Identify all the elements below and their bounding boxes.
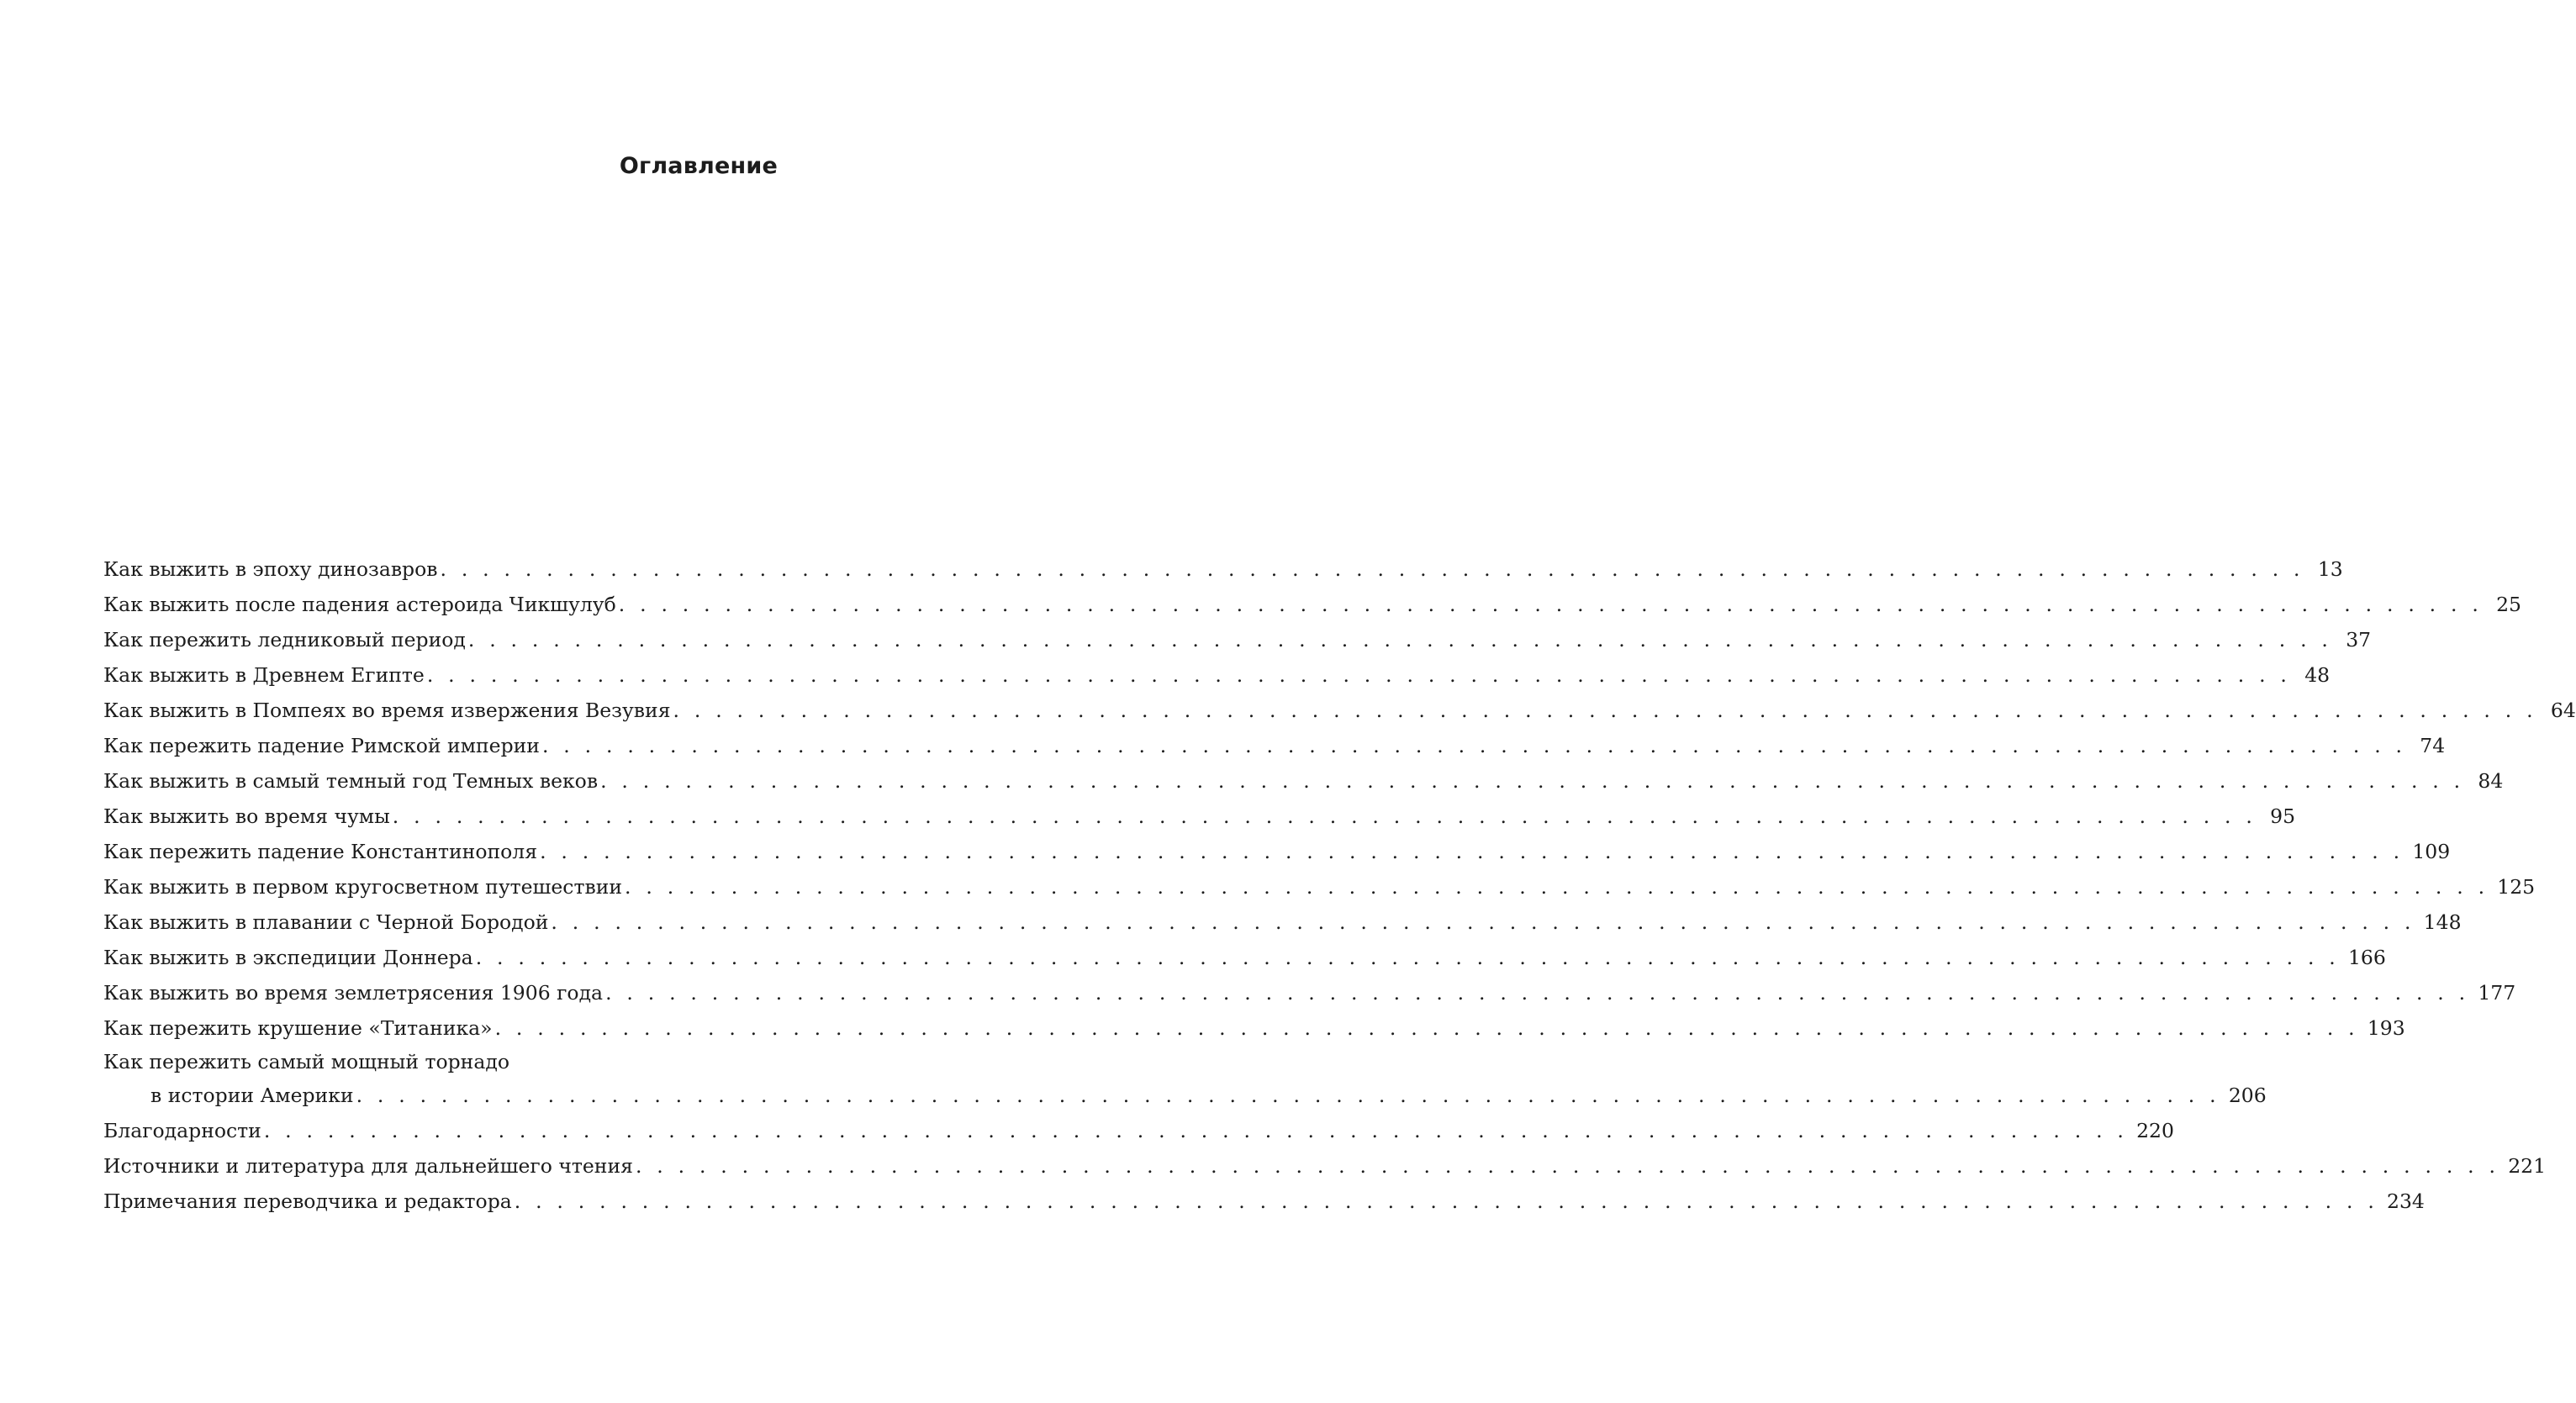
toc-entry — [103, 975, 2516, 1010]
toc-entry — [103, 587, 2522, 622]
dot-leader: . . . . . . . . . . . . . . . . . . . . . . . . . . . . . . . . . . . . . . . . . . . . . . . . . . . . . . . . . . . . . . . . . . . . . . . . . . . . . . . . . . . . . . . . — [426, 663, 2292, 687]
toc-entry-title: Как пережить ледниковый период — [103, 628, 466, 651]
dot-leader: . . . . . . . . . . . . . . . . . . . . . . . . . . . . . . . . . . . . . . . . . . . . . . . . . . . . . . . . . . . . . . . . . . . . . . . . . . . . . . . . . . . . . . . . — [618, 593, 2484, 616]
toc-entry — [103, 834, 2451, 869]
toc-entry — [103, 869, 2536, 905]
table-of-contents — [103, 551, 2576, 1219]
toc-entry-title: Как выжить в Помпеях во время извержения Везувия — [103, 699, 671, 722]
toc-entry-page: 109 — [2412, 840, 2451, 863]
dot-leader: . . . . . . . . . . . . . . . . . . . . . . . . . . . . . . . . . . . . . . . . . . . . . . . . . . . . . . . . . . . . . . . . . . . . . . . . . . . . . . . . . . . . . . . . — [673, 699, 2537, 722]
toc-entry-title: Как выжить во время землетрясения 1906 года — [103, 981, 604, 1005]
toc-entry — [103, 657, 2331, 693]
dot-leader: . . . . . . . . . . . . . . . . . . . . . . . . . . . . . . . . . . . . . . . . . . . . . . . . . . . . . . . . . . . . . . . . . . . . . . . . . . . . . . . . . . . . . . . . — [475, 946, 2340, 969]
toc-entry — [103, 1010, 2405, 1046]
toc-entry-page: 25 — [2496, 593, 2522, 616]
toc-entry-page: 193 — [2367, 1016, 2405, 1040]
toc-entry — [103, 622, 2372, 657]
dot-leader: . . . . . . . . . . . . . . . . . . . . . . . . . . . . . . . . . . . . . . . . . . . . . . . . . . . . . . . . . . . . . . . . . . . . . . . . . . . . . . . . . . . . . . . . — [263, 1119, 2129, 1142]
toc-entry-title: Как пережить падение Римской империи — [103, 734, 540, 757]
toc-entry-title: Как выжить в экспедиции Доннера — [103, 946, 473, 969]
toc-entry-page: 84 — [2478, 769, 2504, 793]
toc-entry — [103, 693, 2576, 728]
toc-entry — [103, 940, 2386, 975]
toc-entry-title: Как выжить в самый темный год Темных веков — [103, 769, 599, 793]
toc-entry-page: 206 — [2228, 1084, 2267, 1107]
dot-leader: . . . . . . . . . . . . . . . . . . . . . . . . . . . . . . . . . . . . . . . . . . . . . . . . . . . . . . . . . . . . . . . . . . . . . . . . . . . . . . . . . . . . . . . . — [635, 1154, 2500, 1178]
toc-entry — [103, 905, 2462, 940]
dot-leader: . . . . . . . . . . . . . . . . . . . . . . . . . . . . . . . . . . . . . . . . . . . . . . . . . . . . . . . . . . . . . . . . . . . . . . . . . . . . . . . . . . . . . . . . — [551, 910, 2415, 934]
toc-entry-title: Как пережить самый мощный торнадо — [103, 1050, 509, 1073]
toc-entry — [103, 1113, 2174, 1148]
dot-leader: . . . . . . . . . . . . . . . . . . . . . . . . . . . . . . . . . . . . . . . . . . . . . . . . . . . . . . . . . . . . . . . . . . . . . . . . . . . . . . . . . . . . . . . . — [467, 628, 2333, 651]
toc-entry-title: Как пережить падение Константинополя — [103, 840, 538, 863]
toc-entry-page: 221 — [2508, 1154, 2547, 1178]
toc-entry-title: Как выжить в Древнем Египте — [103, 663, 425, 687]
toc-entry — [103, 799, 2296, 834]
dot-leader: . . . . . . . . . . . . . . . . . . . . . . . . . . . . . . . . . . . . . . . . . . . . . . . . . . . . . . . . . . . . . . . . . . . . . . . . . . . . . . . . . . . . . . . . — [514, 1189, 2378, 1213]
toc-entry-page: 177 — [2478, 981, 2516, 1005]
toc-entry-title: Благодарности — [103, 1119, 261, 1142]
dot-leader: . . . . . . . . . . . . . . . . . . . . . . . . . . . . . . . . . . . . . . . . . . . . . . . . . . . . . . . . . . . . . . . . . . . . . . . . . . . . . . . . . . . . . . . . — [392, 804, 2257, 828]
dot-leader: . . . . . . . . . . . . . . . . . . . . . . . . . . . . . . . . . . . . . . . . . . . . . . . . . . . . . . . . . . . . . . . . . . . . . . . . . . . . . . . . . . . . . . . . — [356, 1084, 2220, 1107]
toc-entry-title-continuation: в истории Америки — [150, 1084, 354, 1107]
toc-entry-title: Как выжить после падения астероида Чикшулуб — [103, 593, 616, 616]
toc-entry — [103, 763, 2504, 799]
toc-entry-page: 234 — [2387, 1189, 2425, 1213]
page-title: Оглавление — [619, 153, 778, 179]
toc-entry — [103, 1184, 2425, 1219]
toc-entry — [103, 1046, 2267, 1113]
dot-leader: . . . . . . . . . . . . . . . . . . . . . . . . . . . . . . . . . . . . . . . . . . . . . . . . . . . . . . . . . . . . . . . . . . . . . . . . . . . . . . . . . . . . . . . . — [440, 557, 2304, 581]
toc-entry-title: Примечания переводчика и редактора — [103, 1189, 512, 1213]
toc-entry-title: Как выжить во время чумы — [103, 804, 390, 828]
toc-entry-title: Как выжить в эпоху динозавров — [103, 557, 438, 581]
dot-leader: . . . . . . . . . . . . . . . . . . . . . . . . . . . . . . . . . . . . . . . . . . . . . . . . . . . . . . . . . . . . . . . . . . . . . . . . . . . . . . . . . . . . . . . . — [605, 981, 2470, 1005]
toc-entry-page: 13 — [2317, 557, 2343, 581]
dot-leader: . . . . . . . . . . . . . . . . . . . . . . . . . . . . . . . . . . . . . . . . . . . . . . . . . . . . . . . . . . . . . . . . . . . . . . . . . . . . . . . . . . . . . . . . — [600, 769, 2465, 793]
toc-entry-page: 166 — [2347, 946, 2386, 969]
toc-entry-page: 74 — [2420, 734, 2446, 757]
toc-entry-page: 37 — [2346, 628, 2372, 651]
toc-entry-page: 48 — [2304, 663, 2331, 687]
toc-entry-title: Как пережить крушение «Титаника» — [103, 1016, 493, 1040]
toc-entry-title: Источники и литература для дальнейшего чтения — [103, 1154, 633, 1178]
toc-entry — [103, 1148, 2547, 1184]
dot-leader: . . . . . . . . . . . . . . . . . . . . . . . . . . . . . . . . . . . . . . . . . . . . . . . . . . . . . . . . . . . . . . . . . . . . . . . . . . . . . . . . . . . . . . . . — [541, 734, 2407, 757]
toc-entry-page: 125 — [2497, 875, 2536, 899]
toc-entry-title: Как выжить в первом кругосветном путешествии — [103, 875, 623, 899]
toc-entry — [103, 551, 2343, 587]
toc-entry — [103, 728, 2446, 763]
dot-leader: . . . . . . . . . . . . . . . . . . . . . . . . . . . . . . . . . . . . . . . . . . . . . . . . . . . . . . . . . . . . . . . . . . . . . . . . . . . . . . . . . . . . . . . . — [540, 840, 2404, 863]
dot-leader: . . . . . . . . . . . . . . . . . . . . . . . . . . . . . . . . . . . . . . . . . . . . . . . . . . . . . . . . . . . . . . . . . . . . . . . . . . . . . . . . . . . . . . . . — [494, 1016, 2359, 1040]
dot-leader: . . . . . . . . . . . . . . . . . . . . . . . . . . . . . . . . . . . . . . . . . . . . . . . . . . . . . . . . . . . . . . . . . . . . . . . . . . . . . . . . . . . . . . . . — [625, 875, 2489, 899]
toc-entry-title: Как выжить в плавании с Черной Бородой — [103, 910, 549, 934]
toc-entry-page: 148 — [2423, 910, 2462, 934]
toc-entry-page: 220 — [2136, 1119, 2174, 1142]
toc-entry-page: 64 — [2550, 699, 2576, 722]
toc-entry-page: 95 — [2270, 804, 2296, 828]
